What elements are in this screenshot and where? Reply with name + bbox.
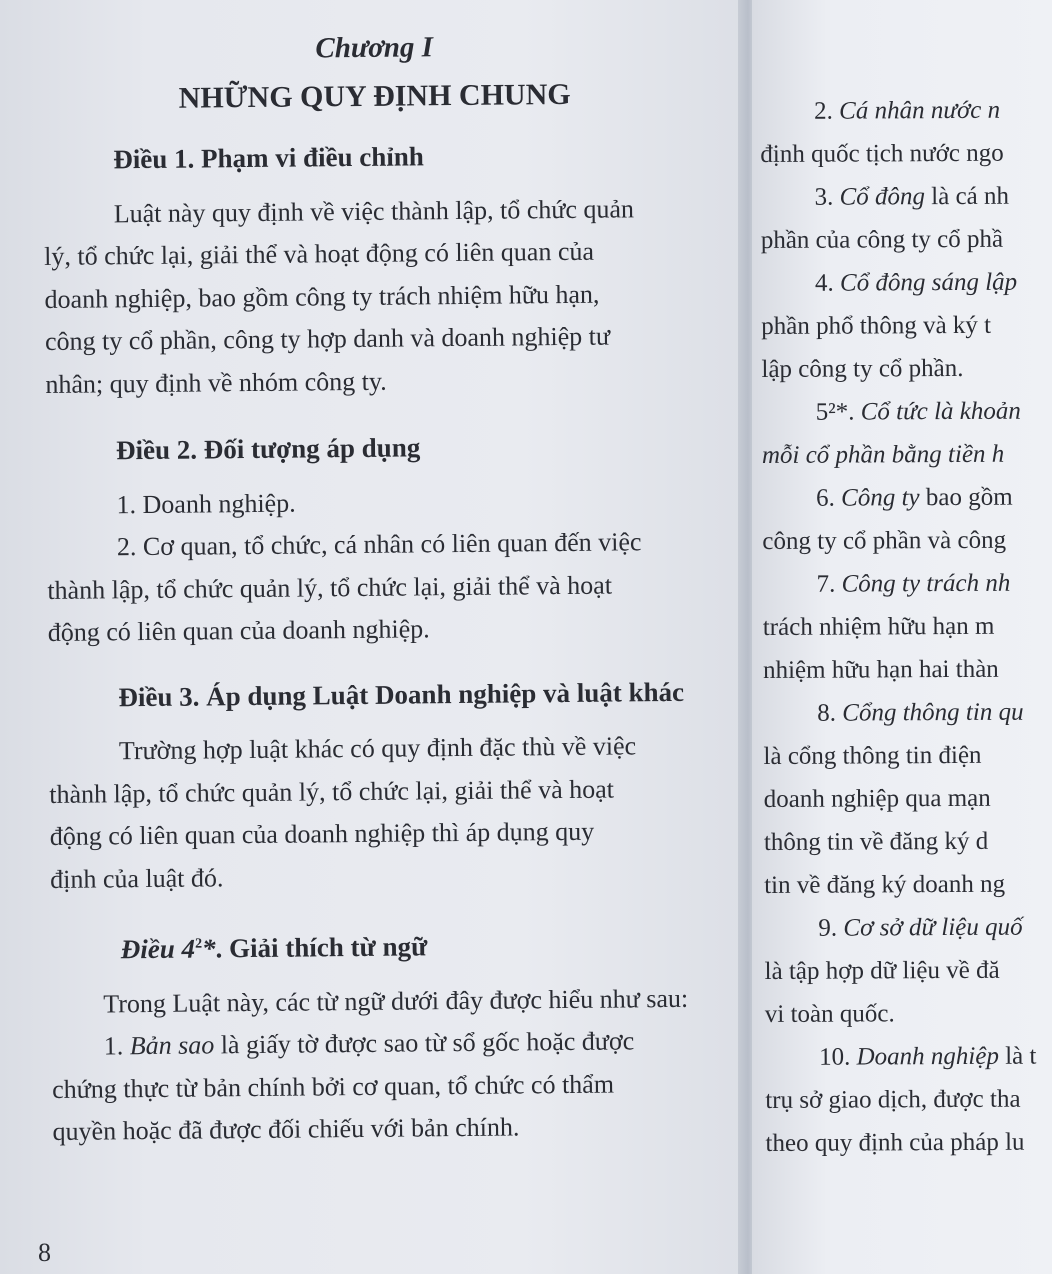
defined-term: Bản sao (129, 1030, 215, 1061)
text-line (765, 948, 1052, 993)
item-number: 4. (814, 269, 834, 297)
line-text: vi toàn quốc. (764, 1000, 895, 1028)
text-line (763, 733, 1052, 778)
text-line (762, 389, 1052, 434)
text-line (762, 518, 1052, 563)
defined-term: Cổ đông sáng lập (839, 268, 1018, 297)
line-text: thông tin về đăng ký d (763, 827, 989, 856)
line-text: là cá nh (931, 182, 1010, 211)
line-text: lập công ty cổ phần. (761, 354, 964, 383)
text-line: động có liên quan của doanh nghiệp thì áp dụng quy (49, 816, 595, 851)
line-text: phần phổ thông và ký t (761, 311, 992, 340)
defined-term: Cổ tức là khoản (860, 397, 1021, 426)
right-page-text (760, 88, 1052, 1165)
item-number: 9. (818, 914, 838, 942)
item-number: 1. (103, 1031, 124, 1061)
definition-text: là giấy tờ được sao từ sổ gốc hoặc được (220, 1026, 635, 1060)
text-line (765, 991, 1052, 1036)
text-line: định của luật đó. (50, 862, 224, 894)
article-4-title: . Giải thích từ ngữ (215, 931, 428, 964)
defined-term: Cổng thông tin qu (842, 698, 1024, 727)
item-number: 6. (816, 484, 835, 512)
defined-term: Cá nhân nước n (839, 96, 1001, 125)
text-line: doanh nghiệp, bao gồm công ty trách nhiệm hữu hạn, (44, 279, 600, 314)
line-text: trách nhiệm hữu hạn m (762, 612, 995, 641)
text-line (765, 1077, 1052, 1122)
defined-term: Công ty trách nh (841, 569, 1011, 598)
article-4-heading (121, 918, 748, 971)
text-line (762, 432, 1052, 477)
text-line: nhân; quy định về nhóm công ty. (45, 366, 387, 399)
text-line (764, 905, 1052, 950)
line-text: nhiệm hữu hạn hai thàn (762, 655, 999, 684)
text-line: thành lập, tổ chức quản lý, tổ chức lại, giải thể và hoạt (47, 570, 613, 605)
line-text: trụ sở giao dịch, được tha (765, 1085, 1021, 1114)
definition-item-1 (52, 1019, 748, 1068)
text-line: công ty cổ phần, công ty hợp danh và doanh nghiệp tư (44, 321, 611, 356)
defined-term: Doanh nghiệp (856, 1042, 999, 1071)
item-number: 10. (818, 1043, 851, 1071)
line-text: doanh nghiệp qua mạn (763, 784, 991, 813)
article-4-star: * (201, 933, 216, 964)
defined-term: Cơ sở dữ liệu quố (843, 913, 1023, 942)
left-page-text (42, 23, 748, 1153)
text-line (764, 819, 1052, 864)
line-text: bao gồm (925, 483, 1013, 512)
article-1-body (44, 187, 746, 406)
text-line (765, 1120, 1052, 1165)
text-line (764, 776, 1052, 821)
article-3-body (49, 724, 748, 901)
defined-term: mỗi cổ phần bằng tiền h (761, 440, 1005, 469)
article-4-prefix: Điều 4 (120, 933, 196, 965)
text-line: lý, tổ chức lại, giải thể và hoạt động có liên quan của (44, 236, 595, 271)
text-line (763, 604, 1052, 649)
text-line (761, 303, 1052, 348)
text-line: 1. Doanh nghiệp. (116, 488, 296, 519)
item-number: 3. (814, 183, 834, 211)
text-line (764, 862, 1052, 907)
text-line (763, 647, 1052, 692)
text-line: thành lập, tổ chức quản lý, tổ chức lại, giải thể và hoạt (49, 774, 615, 809)
text-line: động có liên quan của doanh nghiệp. (47, 614, 430, 647)
text-line: Trong Luật này, các từ ngữ dưới đây được hiểu như sau: (103, 983, 689, 1018)
text-line (762, 475, 1052, 520)
line-text: là cổng thông tin điện (763, 741, 982, 770)
page-number: 8 (38, 1238, 51, 1267)
line-text: tin về đăng ký doanh ng (764, 870, 1006, 899)
item-number: 2. (814, 97, 833, 125)
line-text: là t (1005, 1042, 1037, 1070)
article-2-body (46, 478, 748, 655)
footnote-marker: 2 (194, 936, 203, 952)
text-line: Luật này quy định về việc thành lập, tổ chức quản (113, 193, 635, 228)
item-number: 5²*. (815, 398, 855, 426)
item-number: 8. (817, 699, 837, 727)
text-line (761, 260, 1052, 305)
article-2-heading: Điều 2. Đối tượng áp dụng (115, 432, 421, 466)
line-text: công ty cổ phần và công (762, 526, 1007, 555)
text-line (765, 1034, 1052, 1079)
text-line (762, 561, 1052, 606)
article-3-heading: Điều 3. Áp dụng Luật Doanh nghiệp và luật khác (118, 676, 685, 712)
text-line (760, 174, 1052, 219)
text-line (760, 88, 1052, 133)
chapter-heading: NHỮNG QUY ĐỊNH CHUNG (178, 77, 571, 115)
text-line (761, 217, 1052, 262)
text-line: Trường hợp luật khác có quy định đặc thù về việc (118, 731, 637, 766)
text-line: chứng thực từ bản chính bởi cơ quan, tổ chức có thẩm (52, 1069, 615, 1104)
line-text: định quốc tịch nước ngo (760, 139, 1004, 168)
article-1-heading: Điều 1. Phạm vi điều chỉnh (113, 141, 424, 175)
defined-term: Cổ đông (839, 183, 926, 211)
defined-term: Công ty (841, 484, 920, 512)
text-line (760, 131, 1052, 176)
chapter-title: Chương I (315, 31, 434, 65)
right-page (752, 0, 1052, 1274)
item-number: 7. (816, 570, 836, 598)
text-line: quyền hoặc đã được đối chiếu với bản chính. (52, 1112, 520, 1146)
text-line: 2. Cơ quan, tổ chức, cá nhân có liên quan đến việc (116, 527, 642, 562)
text-line (761, 346, 1052, 391)
article-4-body (51, 977, 748, 1154)
line-text: là tập hợp dữ liệu về đă (764, 956, 1000, 985)
line-text: theo quy định của pháp lu (765, 1128, 1025, 1157)
text-line (763, 690, 1052, 735)
line-text: phần của công ty cổ phầ (760, 225, 1004, 254)
